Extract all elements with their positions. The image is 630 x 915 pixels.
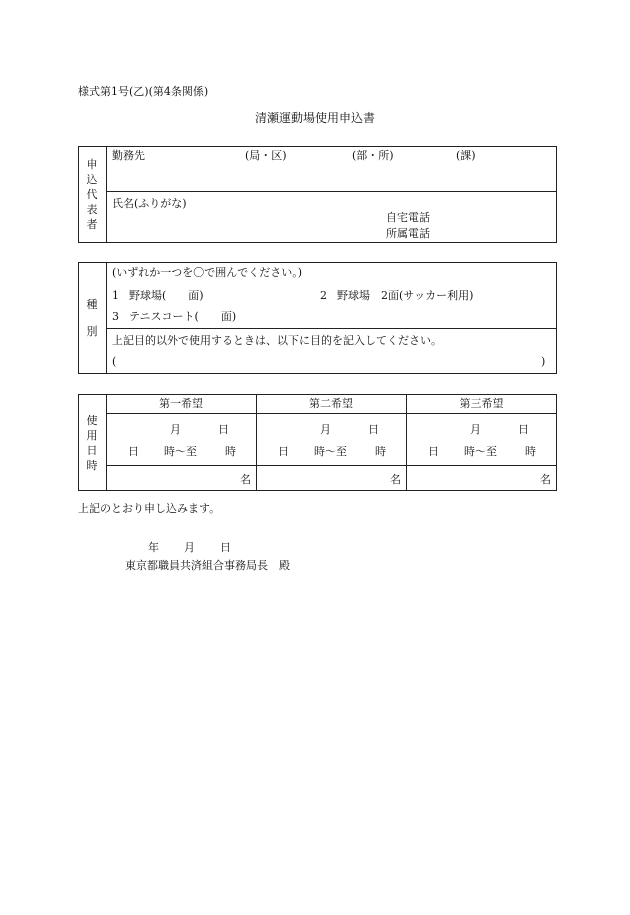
date-day[interactable]: 日: [220, 541, 231, 554]
other-purpose-note: 上記目的以外で使用するときは、以下に目的を記入してください。: [112, 334, 442, 347]
option-baseball-soccer[interactable]: 野球場 2面(サッカー利用): [337, 289, 474, 302]
choice1-day[interactable]: 日: [218, 423, 229, 436]
option-baseball[interactable]: 野球場( 面): [129, 289, 204, 302]
closing-statement: 上記のとおり申し込みます。: [78, 502, 221, 515]
choice3-label: 第三希望: [459, 397, 504, 410]
option3-number: 3: [112, 310, 119, 323]
addressee: 東京都職員共済組合事務局長 殿: [125, 559, 290, 572]
choice2-month[interactable]: 月: [320, 423, 331, 436]
choice1-month[interactable]: 月: [170, 423, 181, 436]
choice2-label: 第二希望: [309, 397, 353, 410]
option-tennis[interactable]: テニスコート( 面): [129, 310, 237, 323]
choice3-from-hour[interactable]: 時〜至: [464, 445, 497, 458]
choice2-persons[interactable]: 名: [390, 473, 401, 486]
choice1-label: 第一希望: [159, 397, 203, 410]
choice3-day[interactable]: 日: [518, 423, 529, 436]
option1-number: 1: [112, 289, 119, 302]
form-title: 清瀬運動場使用申込書: [254, 111, 375, 125]
form-number: 様式第1号(乙)(第4条関係): [78, 85, 209, 98]
other-purpose-close: ): [541, 355, 546, 368]
date-year[interactable]: 年: [148, 541, 159, 554]
applicant-header: 申 込 代 表 者: [86, 158, 98, 231]
section-field[interactable]: (課): [456, 149, 476, 162]
choice3-day2: 日: [428, 445, 439, 458]
bureau-field[interactable]: (局・区): [245, 149, 287, 162]
date-month[interactable]: 月: [184, 541, 195, 554]
choice3-persons[interactable]: 名: [540, 473, 551, 486]
schedule-header: 使 用 日 時: [86, 413, 98, 472]
other-purpose-open: (: [112, 355, 117, 368]
choice1-day2: 日: [128, 445, 139, 458]
choice2-day2: 日: [278, 445, 289, 458]
option2-number: 2: [320, 289, 327, 302]
choice3-month[interactable]: 月: [470, 423, 481, 436]
office-phone-field[interactable]: 所属電話: [386, 227, 430, 240]
workplace-label: 勤務先: [112, 149, 145, 162]
department-field[interactable]: (部・所): [352, 149, 394, 162]
name-field[interactable]: 氏名(ふりがな): [112, 197, 187, 210]
choice1-from-hour[interactable]: 時〜至: [164, 445, 197, 458]
choice1-persons[interactable]: 名: [240, 473, 251, 486]
home-phone-field[interactable]: 自宅電話: [386, 211, 430, 224]
applicant-table: [78, 146, 557, 243]
choice2-day[interactable]: 日: [368, 423, 379, 436]
category-instruction: (いずれか一つを〇で囲んでください。): [112, 266, 303, 279]
choice2-to-hour[interactable]: 時: [375, 445, 386, 458]
category-header: 種 別: [86, 298, 98, 338]
choice3-to-hour[interactable]: 時: [525, 445, 536, 458]
choice2-from-hour[interactable]: 時〜至: [314, 445, 347, 458]
choice1-to-hour[interactable]: 時: [225, 445, 236, 458]
